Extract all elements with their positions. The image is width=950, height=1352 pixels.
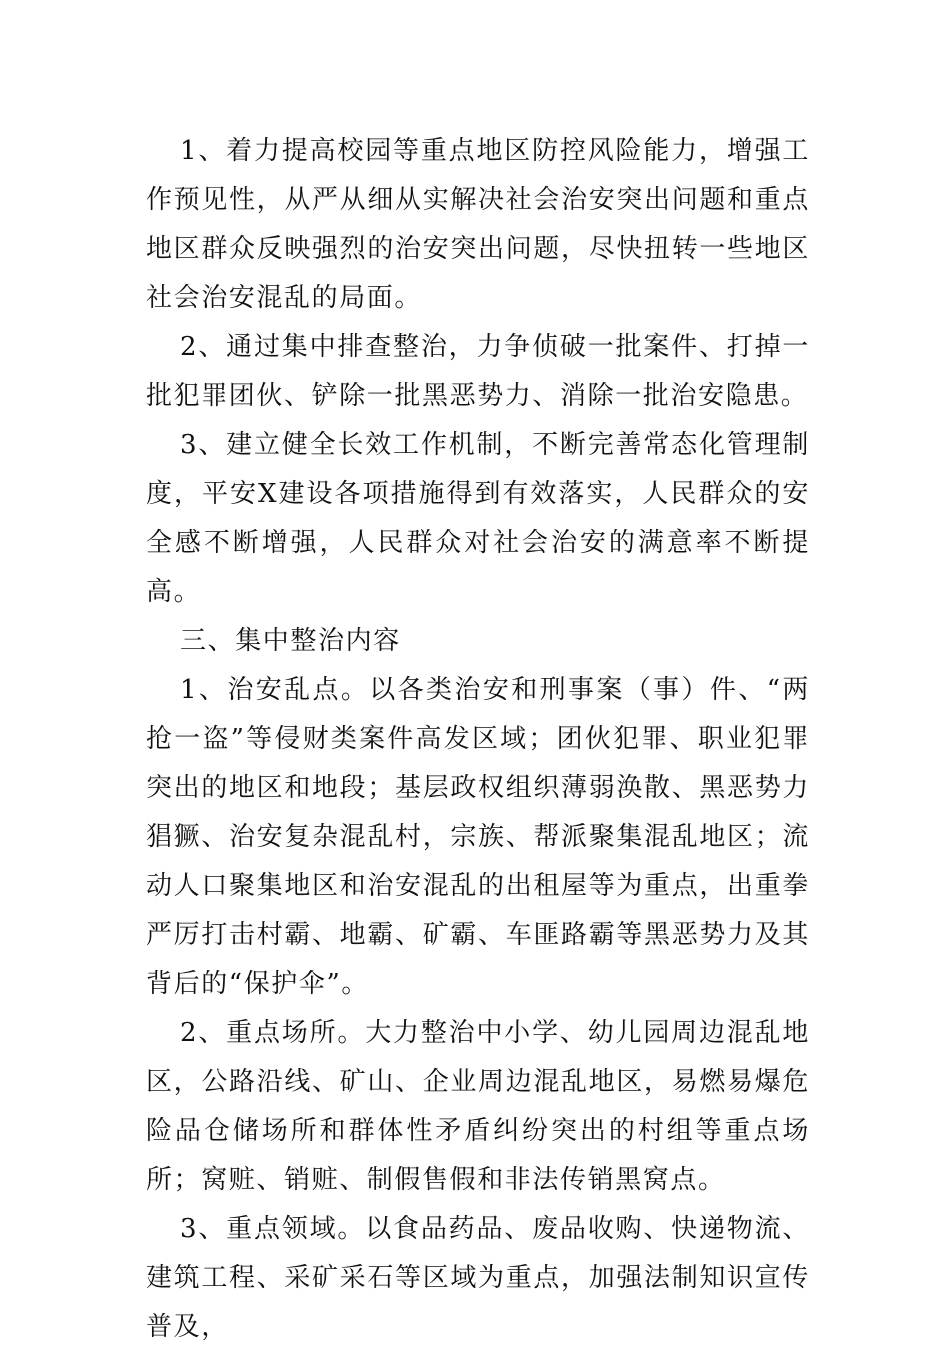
paragraph-content-1: 1、治安乱点。以各类治安和刑事案（事）件、“两抢一盗”等侵财类案件高发区域；团伙犯罪、职业犯罪突出的地区和地段；基层政权组织薄弱涣散、黑恶势力猖獗、治安复杂混乱村，宗族、帮派聚集混乱地区；流动人口聚集地区和治安混乱的出租屋等为重点，出重拳严厉打击村霸、地霸、矿霸、车匪路霸等黑恶势力及其背后的“保护伞”。 — [146, 675, 810, 999]
paragraph-content-2: 2、重点场所。大力整治中小学、幼儿园周边混乱地区，公路沿线、矿山、企业周边混乱地区，易燃易爆危险品仓储场所和群体性矛盾纠纷突出的村组等重点场所；窝赃、销赃、制假售假和非法传销黑窝点。 — [146, 1018, 810, 1195]
paragraph-goal-1: 1、着力提高校园等重点地区防控风险能力，增强工作预见性，从严从细从实解决社会治安突出问题和重点地区群众反映强烈的治安突出问题，尽快扭转一些地区社会治安混乱的局面。 — [146, 136, 810, 313]
document-body — [146, 127, 810, 1352]
section-heading: 三、集中整治内容 — [180, 626, 401, 656]
paragraph-content-3: 3、重点领域。以食品药品、废品收购、快递物流、建筑工程、采矿采石等区域为重点，加强法制知识宣传普及， — [146, 1214, 810, 1342]
paragraph-goal-2: 2、通过集中排查整治，力争侦破一批案件、打掉一批犯罪团伙、铲除一批黑恶势力、消除一批治安隐患。 — [146, 332, 810, 411]
paragraph-goal-3: 3、建立健全长效工作机制，不断完善常态化管理制度，平安X建设各项措施得到有效落实，人民群众的安全感不断增强，人民群众对社会治安的满意率不断提高。 — [146, 430, 810, 607]
